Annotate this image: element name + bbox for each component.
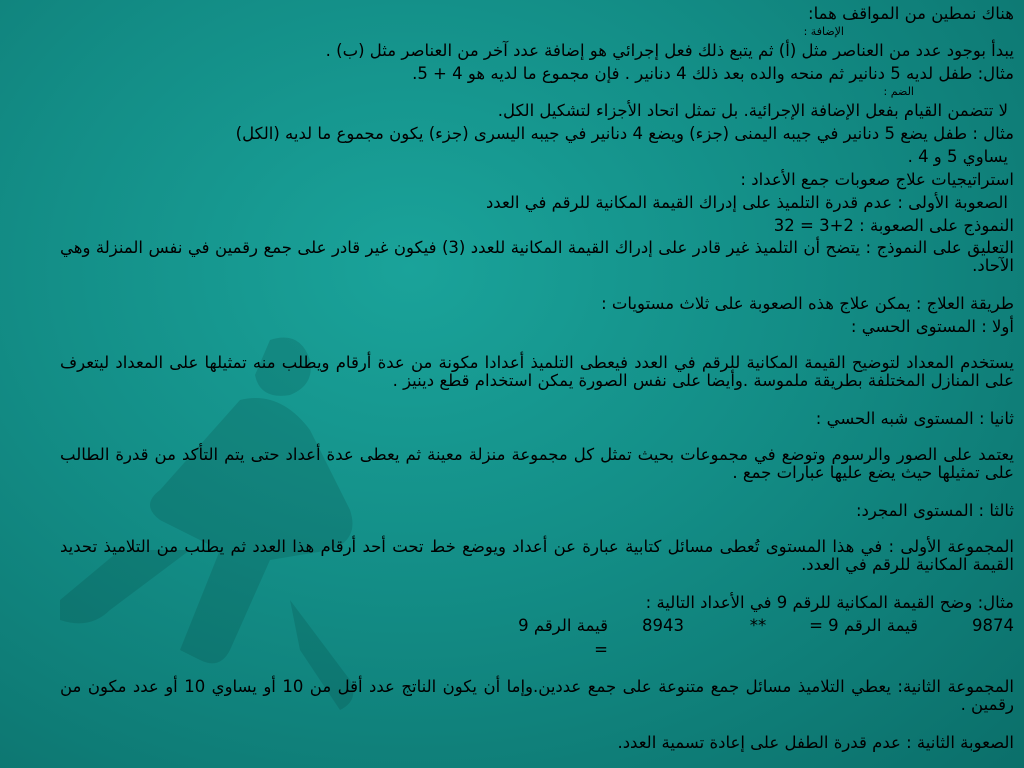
combination-example: مثال : طفل يضع 5 دنانير في جيبه اليمنى (جزء) ويضع 4 دنانير في جيبه اليسرى (جزء) يكون مجموع ما لديه (الكل): [235, 124, 1014, 143]
difficulty-one: الصعوبة الأولى : عدم قدرة التلميذ على إدراك القيمة المكانية للرقم في العدد: [485, 193, 1008, 212]
example-stars: **: [749, 615, 767, 635]
level-two-heading: ثانيا : المستوى شبه الحسي :: [815, 408, 1014, 428]
level-two-text: يعتمد على الصور والرسوم وتوضع في مجموعات بحيث تمثل كل مجموعة منزلة معينة ثم يعطى عدة أعداد حتى يتم التأكد من قدرة الطالب على تمثيلها حيث يضع عليها عبارات جمع .: [60, 445, 1014, 482]
addition-definition: يبدأ بوجود عدد من العناصر مثل (أ) ثم يتبع ذلك فعل إجرائي هو إضافة عدد آخر من العناصر مثل (ب) .: [325, 41, 1014, 60]
level-one-text: يستخدم المعداد لتوضيح القيمة المكانية للرقم في العدد فيعطى التلميذ أعدادا مكونة من عدة أرقام ويطلب منه تمثيلها على المعداد ليتعرف على المنازل المختلفة بطريقة ملموسة .وأيضا على نفس الصورة يمكن استخدام قطع دينيز .: [60, 353, 1014, 390]
combination-example-cont: يساوي 5 و 4 .: [907, 147, 1008, 166]
example-label-2: قيمة الرقم 9 =: [518, 615, 608, 659]
heading-addition: الإضافة :: [803, 25, 844, 38]
treatment-method: طريقة العلاج : يمكن علاج هذه الصعوبة على ثلاث مستويات :: [601, 293, 1014, 313]
intro-line: هناك نمطين من المواقف هما:: [808, 4, 1014, 23]
example-number-2: 8943: [642, 615, 684, 635]
example-label-1: قيمة الرقم 9 =: [809, 615, 918, 635]
example-number-1: 9874: [972, 615, 1014, 635]
level-one-heading: أولا : المستوى الحسي :: [850, 316, 1014, 336]
group-one-text: المجموعة الأولى : في هذا المستوى تُعطى مسائل كتابية عبارة عن أعداد ويوضع خط تحت أحد أرقام هذا العدد ثم يطلب من التلاميذ تحديد القيمة المكانية للرقم في العدد.: [60, 537, 1014, 574]
difficulty-model: النموذج على الصعوبة : 2+3 = 32: [773, 216, 1014, 235]
combination-definition: لا تتضمن القيام بفعل الإضافة الإجرائية. بل تمثل اتحاد الأجزاء لتشكيل الكل.: [497, 101, 1008, 120]
model-comment: التعليق على النموذج : يتضح أن التلميذ غير قادر على إدراك القيمة المكانية للعدد (3) فيكون غير قادر على جمع رقمين في نفس المنزلة وهي الآحاد.: [60, 238, 1014, 275]
group-two-text: المجموعة الثانية: يعطي التلاميذ مسائل جمع متنوعة على جمع عددين.وإما أن يكون الناتج عدد أقل من 10 أو يساوي 10 أو عدد مكون من رقمين .: [60, 677, 1014, 714]
addition-example: مثال: طفل لديه 5 دنانير ثم منحه والده بعد ذلك 4 دنانير . فإن مجموع ما لديه هو 4 + 5.: [412, 64, 1014, 83]
level-three-heading: ثالثا : المستوى المجرد:: [855, 500, 1014, 520]
example-row: [60, 614, 1014, 662]
heading-combination: الضم :: [883, 85, 914, 98]
slide-text: [60, 2, 1014, 754]
strategies-heading: استراتيجيات علاج صعوبات جمع الأعداد :: [740, 170, 1014, 189]
difficulty-two: الصعوبة الثانية : عدم قدرة الطفل على إعادة تسمية العدد.: [617, 732, 1014, 752]
example-prompt: مثال: وضح القيمة المكانية للرقم 9 في الأعداد التالية :: [645, 592, 1014, 612]
